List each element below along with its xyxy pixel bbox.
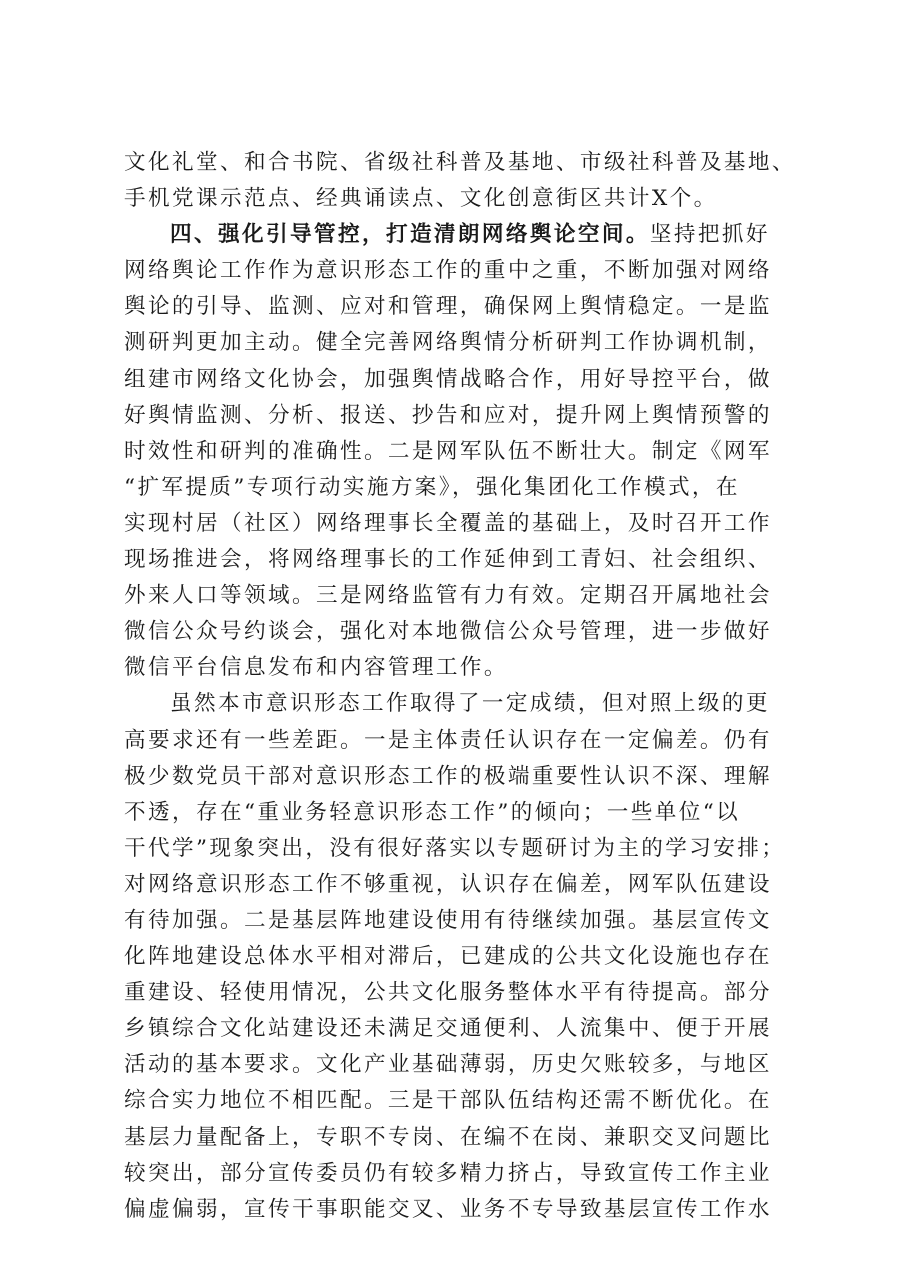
- text-line: 现场推进会，将网络理事长的工作延伸到工青妇、社会组织、: [124, 547, 772, 573]
- text-line: 干代学”现象突出，没有很好落实以专题研讨为主的学习安排；: [124, 835, 786, 861]
- section-heading: 四、强化引导管控，打造清朗网络舆论空间。: [170, 222, 650, 248]
- text-line: 手机党课示范点、经典诵读点、文化创意街区共计X个。: [124, 186, 718, 212]
- text-line-tail: 坚持把抓好: [649, 222, 770, 248]
- text-line: 有待加强。二是基层阵地建设使用有待继续加强。基层宣传文: [124, 907, 772, 933]
- text-line: 高要求还有一些差距。一是主体责任认识存在一定偏差。仍有: [124, 727, 772, 753]
- text-line: 活动的基本要求。文化产业基础薄弱，历史欠账较多，与地区: [124, 1052, 772, 1078]
- text-line: 乡镇综合文化站建设还未满足交通便利、人流集中、便于开展: [124, 1016, 772, 1042]
- text-line: 微信平台信息发布和内容管理工作。: [124, 655, 508, 681]
- paragraph-start-line: 虽然本市意识形态工作取得了一定成绩，但对照上级的更: [170, 691, 770, 717]
- text-line: 实现村居（社区）网络理事长全覆盖的基础上，及时召开工作: [124, 510, 772, 536]
- text-line: 基层力量配备上，专职不专岗、在编不在岗、兼职交叉问题比: [124, 1124, 772, 1150]
- text-line: 极少数党员干部对意识形态工作的极端重要性认识不深、理解: [124, 763, 772, 789]
- text-line: 测研判更加主动。健全完善网络舆情分析研判工作协调机制，: [124, 330, 772, 356]
- text-line: 化阵地建设总体水平相对滞后，已建成的公共文化设施也存在: [124, 944, 772, 970]
- text-line: 重建设、轻使用情况，公共文化服务整体水平有待提高。部分: [124, 980, 772, 1006]
- text-line: 组建市网络文化协会，加强舆情战略合作，用好导控平台，做: [124, 366, 772, 392]
- text-line: 较突出，部分宣传委员仍有较多精力挤占，导致宣传工作主业: [124, 1160, 772, 1186]
- text-line: 时效性和研判的准确性。二是网军队伍不断壮大。制定《网军: [124, 438, 772, 464]
- text-line: 好舆情监测、分析、报送、抄告和应对，提升网上舆情预警的: [124, 402, 772, 428]
- text-line: 不透，存在“重业务轻意识形态工作”的倾向；一些单位“以: [124, 799, 741, 825]
- text-line: 综合实力地位不相匹配。三是干部队伍结构还需不断优化。在: [124, 1088, 772, 1114]
- document-body: [124, 145, 800, 1228]
- text-line: 偏虚偏弱，宣传干事职能交叉、业务不专导致基层宣传工作水: [124, 1196, 772, 1222]
- section-heading-line: [124, 217, 800, 253]
- text-line: “扩军提质”专项行动实施方案》，强化集团化工作模式，在: [124, 474, 740, 500]
- text-line: 舆论的引导、监测、应对和管理，确保网上舆情稳定。一是监: [124, 294, 772, 320]
- text-line: 网络舆论工作作为意识形态工作的重中之重，不断加强对网络: [124, 258, 772, 284]
- text-line: 外来人口等领域。三是网络监管有力有效。定期召开属地社会: [124, 583, 772, 609]
- text-line: 对网络意识形态工作不够重视，认识存在偏差，网军队伍建设: [124, 871, 772, 897]
- text-line: 微信公众号约谈会，强化对本地微信公众号管理，进一步做好: [124, 619, 772, 645]
- text-line: 文化礼堂、和合书院、省级社科普及基地、市级社科普及基地、: [124, 150, 796, 175]
